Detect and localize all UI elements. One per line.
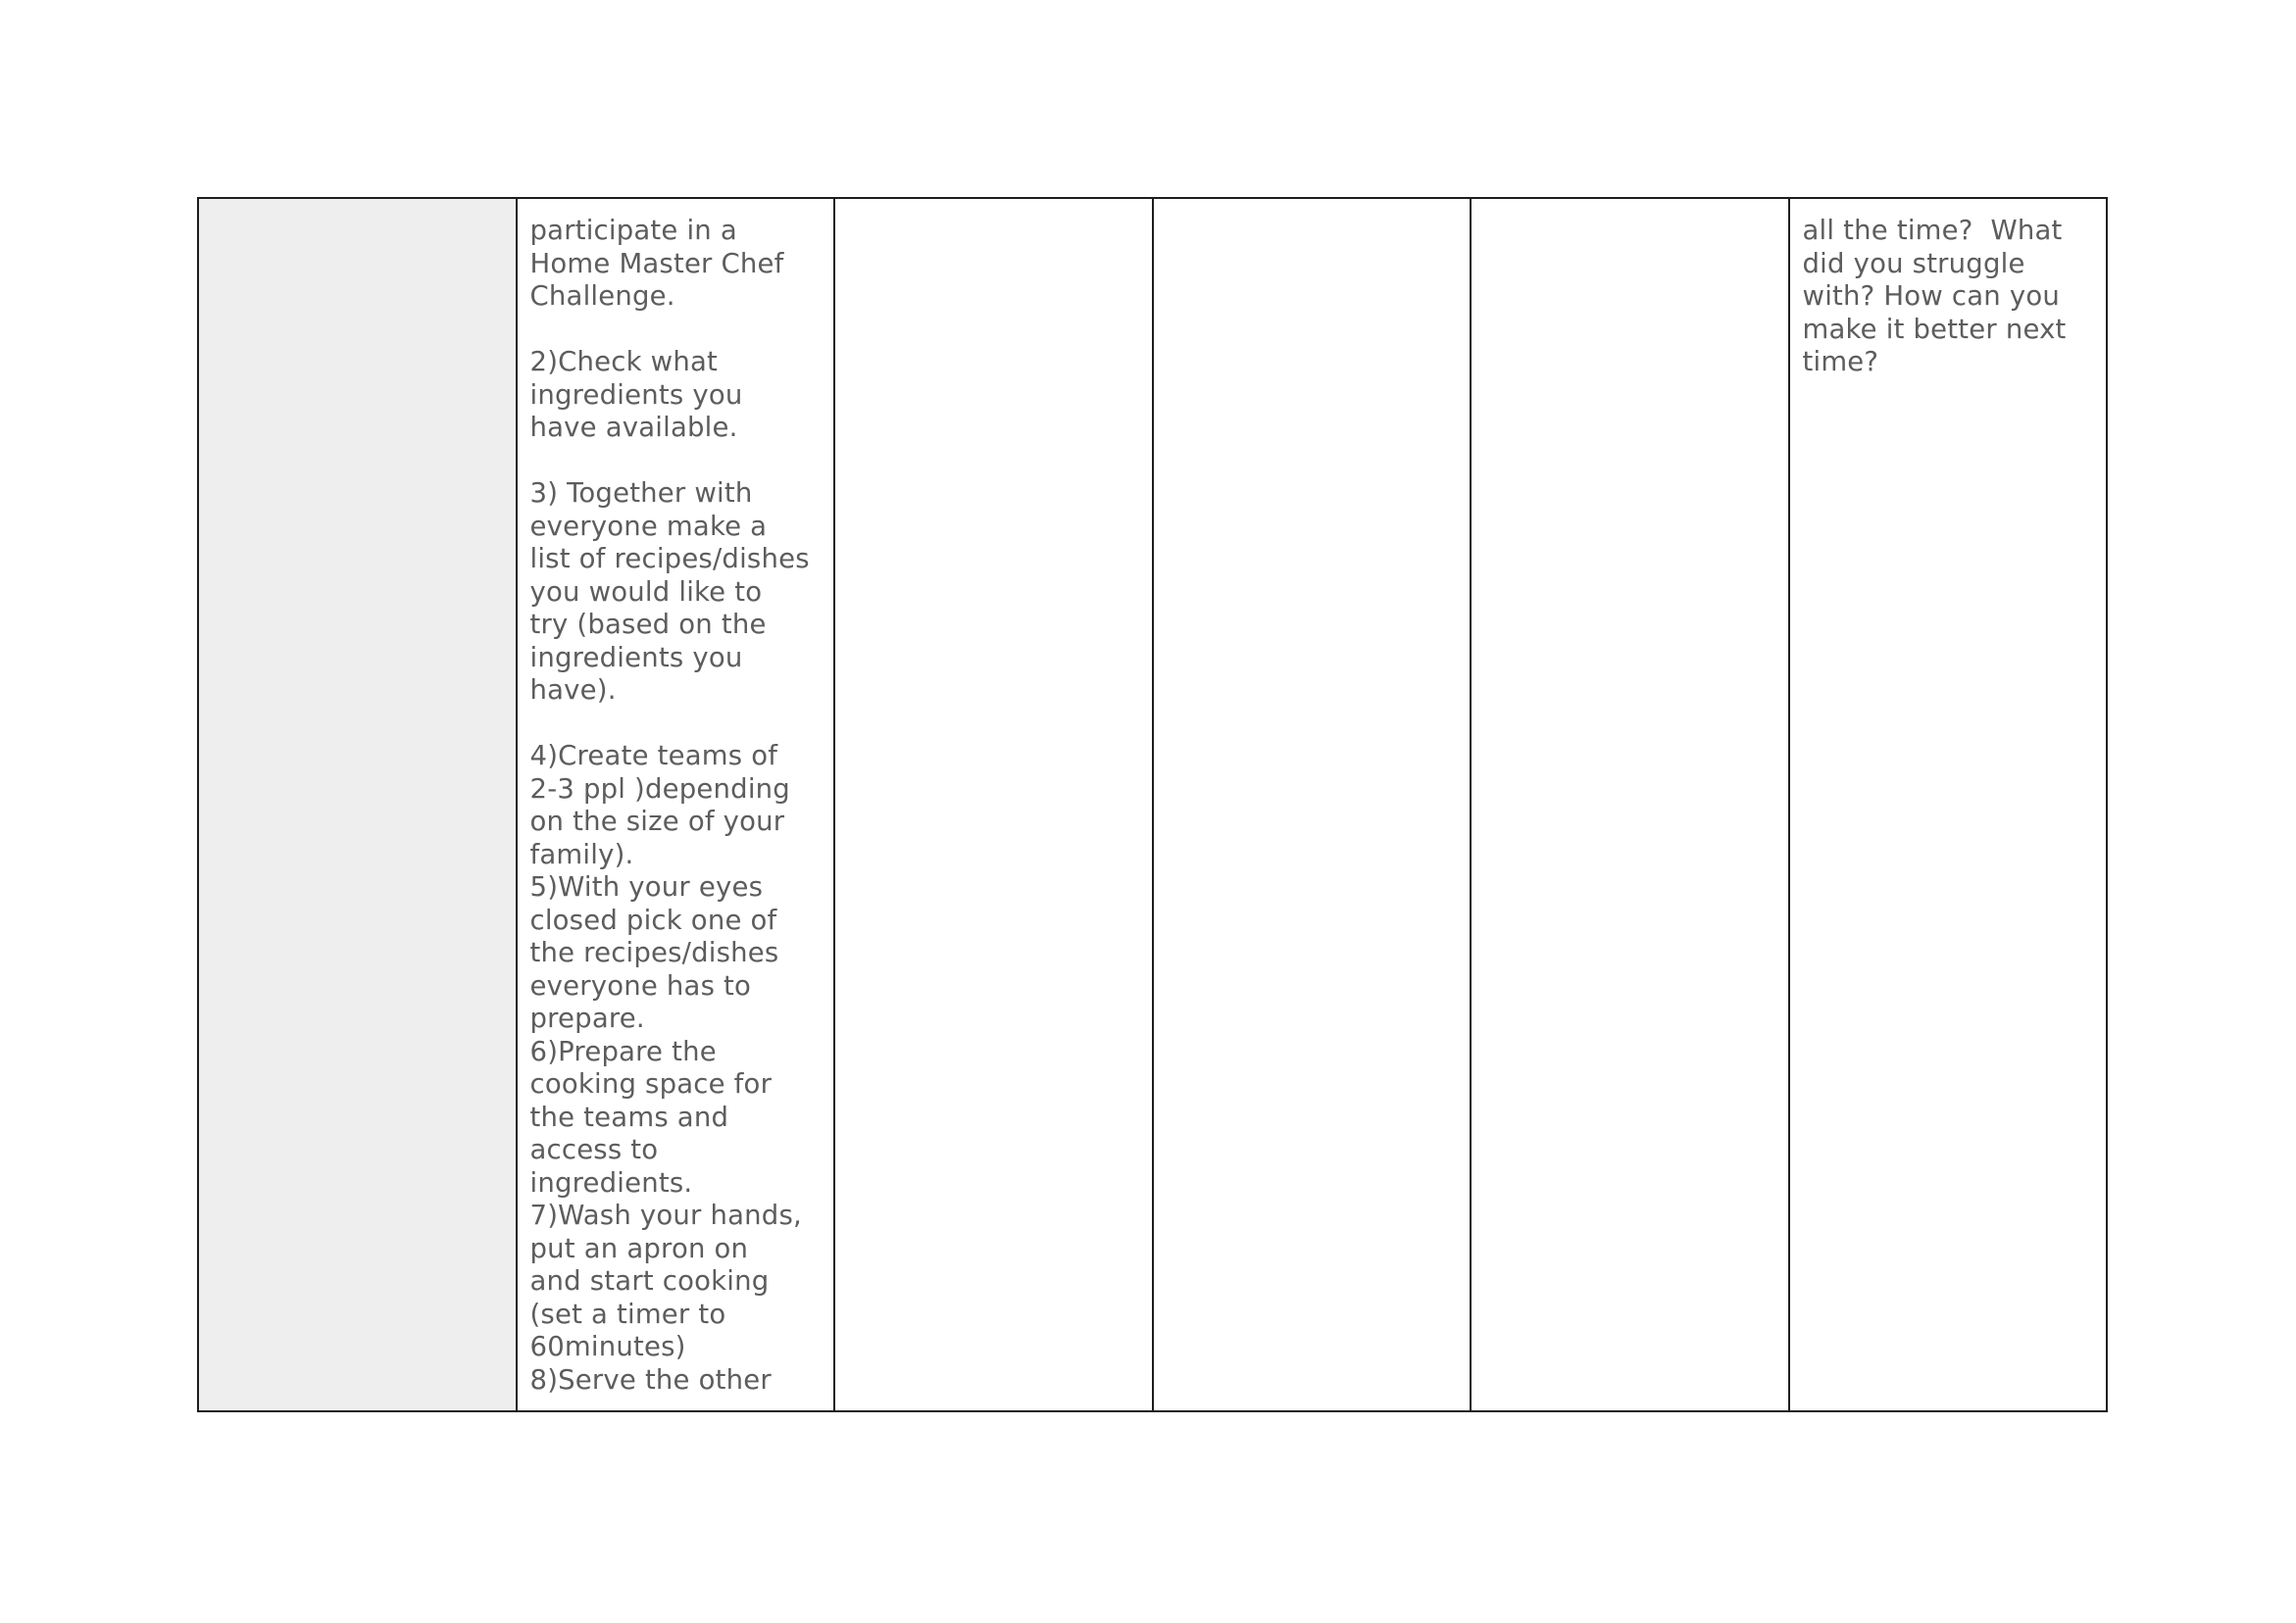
table-cell-3 bbox=[834, 198, 1153, 1411]
table-cell-1 bbox=[198, 198, 517, 1411]
table-cell-5 bbox=[1471, 198, 1789, 1411]
table-cell-6 bbox=[1789, 198, 2108, 1411]
cell-text: all the time? What did you struggle with? How can you make it better next time? bbox=[1802, 215, 2067, 377]
activity-table bbox=[197, 197, 2108, 1412]
table-cell-4 bbox=[1153, 198, 1472, 1411]
table-cell-2 bbox=[517, 198, 835, 1411]
table-row bbox=[198, 198, 2107, 1411]
cell-text: participate in a Home Master Chef Challenge. 2)Check what ingredients you have available. 3) Together with everyone make a list of recipes/dishes you would like to try (based on the ingredients you have). 4)Create teams of 2-3 ppl )depending on the size of your family). 5)With your eyes closed pick one of the recipes/dishes everyone has to prepare. 6)Prepare the cooking space for the teams and access to ingredients. 7)Wash your hands, put an apron on and start cooking (set a timer to 60minutes) 8)Serve the other bbox=[529, 215, 810, 1396]
